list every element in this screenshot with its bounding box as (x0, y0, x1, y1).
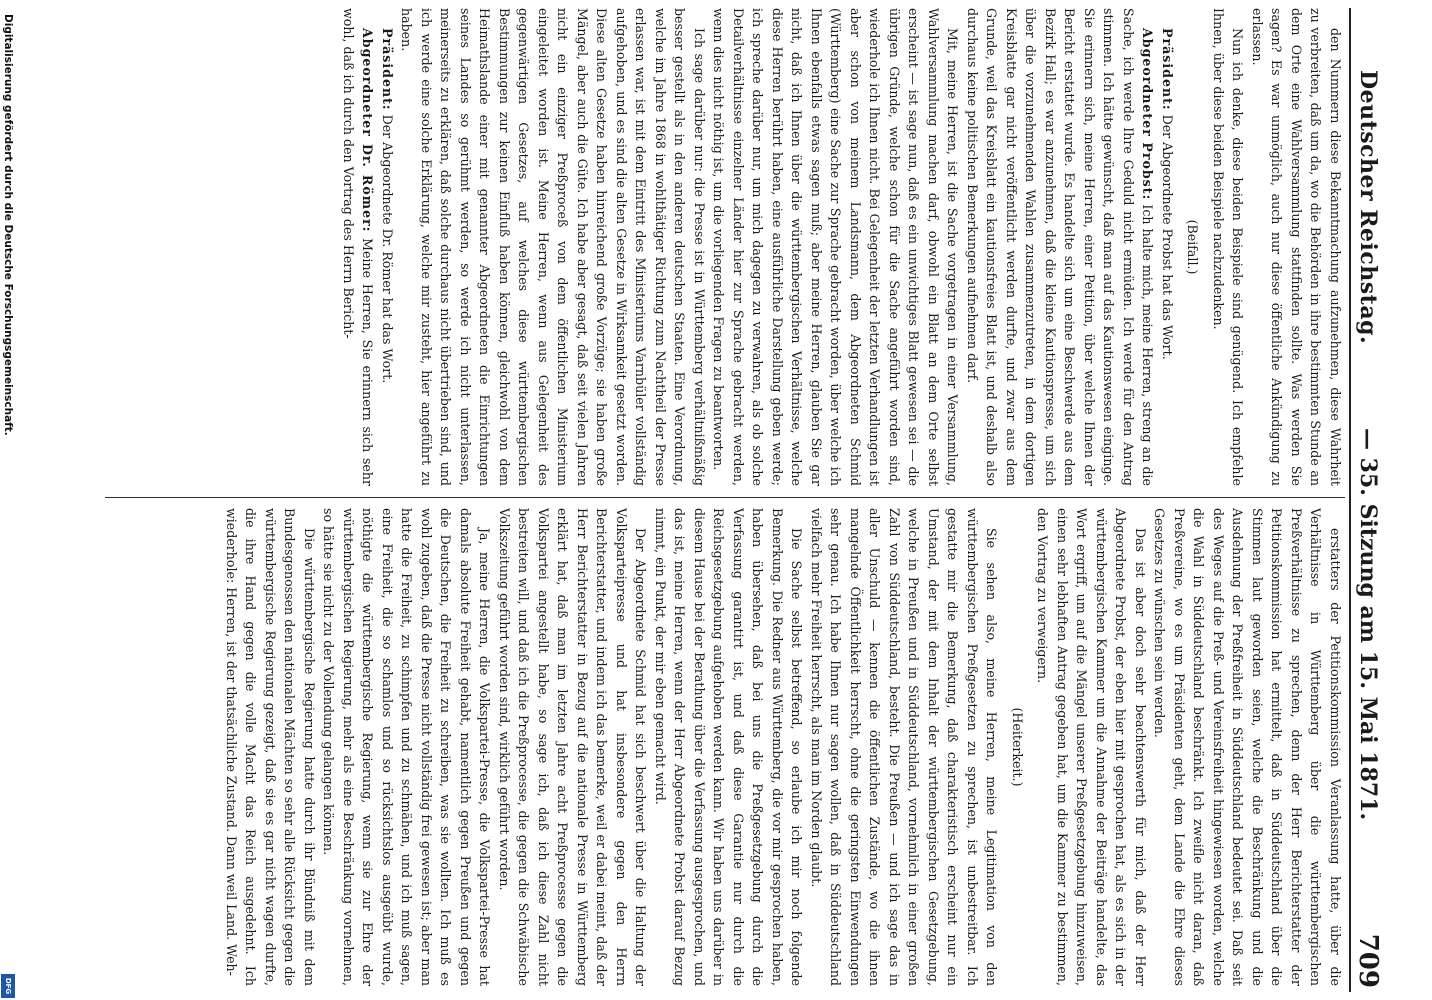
paragraph: erstatters der Petitionskommission Veranlassung hatte, über die Verhältnisse in Württemberg über die württembergischen Preßverhältnisse zu sprechen, denn der Herr Berichterstatter der Petitionskommission hat ermittelt, daß in Süddeutschland über die Stimmen laut geworden seien, welche die Beschränkung und die Ausdehnung der Preßfreiheit in Süddeutschland bedeutet sei. Daß seit des Weges auf die Preß- und Vereinsfreiheit hingewiesen worden, welche die Wahl in Süddeutschland beschränkt. Ich zweifle nicht daran, daß Preßvereine, wo es um Präsidenten geht, dem Lande die Ehre dieses Gesetzes zu wünschen sein werden. (1152, 508, 1343, 986)
paragraph: den Nummern diese Bekanntmachung aufzunehmen, diese Wahrheit zu verbreiten, daß um da, wo die Behörden in ihre bestimmten Stunde an dem Orte eine Wahlversammlung stattfinden sollte. Was werden Sie sagen? Es war unmöglich, auch nur diese öffentliche Ankündigung zu erlassen. (1250, 8, 1343, 486)
paragraph: Nun ich denke, diese beiden Beispiele sind genügend. Ich empfehle Ihnen, über diese beiden Beispiele nachzudenken. (1211, 8, 1246, 486)
header-title: Deutscher Reichstag. (1355, 70, 1381, 345)
header-session: — 35. Sitzung am 15. Mai 1871. (1355, 428, 1381, 821)
paragraph: Sie sehen also, meine Herren, meine Legitimation von den württembergischen Preßgesetzen zu sprechen, ist unbestreitbar. Ich gestatte mir die Bemerkung, daß charakteristisch erscheint nur ein Umstand, der mit dem Inhalt der württembergischen Gesetzgebung, welche in Preußen und in Süddeutschland, vornehmlich in einer großen Zahl von Süddeutschland, besteht. Die Preußen — und ich sage das in aller Unschuld — kennen die öffentlichen Zustände, wo die ihnen mangelnde Öffentlichkeit herrscht, ohne die geringsten Einwendungen sehr genau. Ich habe Ihnen nur sagen wollen, daß in Süddeutschland vielfach mehr Freiheit herrscht, als man im Norden glaubt. (809, 508, 1000, 986)
speech-text: Der Abgeordnete Dr. Römer hat das Wort. (380, 110, 395, 384)
paragraph (378, 8, 398, 486)
rotated-page (55, 8, 1385, 992)
speaker-label: Präsident: (1160, 28, 1175, 111)
funding-notice: Digitalisierung gefördert durch die Deutsche Forschungsgemeinschaft. (2, 14, 14, 436)
page-number: 709 (1353, 933, 1383, 988)
paragraph: Die Sache selbst betreffend, so erlaube ich mir noch folgende Bemerkung. Die Redner aus Württemberg, die vor mir gesprochen haben, haben übersehen, daß bei uns die Preßgesetzgebung durch die Verfassung garantirt ist, und daß diese Garantie nur durch die Reichsgesetzgebung aufgehoben werden kann. Wir haben uns darüber in diesem Hause bei der Berathung über die Verfassung ausgesprochen, und das ist, meine Herren, wenn der Herr Abgeordnete Probst darauf Bezug nimmt, ein Punkt, der mir eben gemacht wird. (653, 508, 805, 986)
column-divider (105, 497, 1345, 498)
speaker-label: Präsident: (380, 28, 395, 111)
footer-strip (0, 0, 16, 1000)
dfg-logo-text: DFG (4, 977, 12, 995)
speaker-label: Abgeordneter Probst: (1140, 28, 1156, 201)
paragraph: Mit, meine Herren, ist die Sache vorgetragen in einer Versammlung, Wahlversammlung machen darf, obwohl ein Blatt an dem Orte selbst erscheint — ist sage nun, daß es ein unwichtiges Blatt gewesen sei — die übrigen Gründe, welche schon für die Sache angeführt worden sind, wiederhole ich Ihnen nicht. Bei Gelegenheit der letzten Verhandlungen ist aber schon von meinem Landsmann, dem Abgeordneten Schmid (Württemberg) eine Sache zur Sprache gebracht worden, über welche ich Ihnen ebenfalls etwas sagen muß; aber meine Herren, glauben Sie gar nicht, daß ich Ihnen über die württembergischen Verhältnisse, welche diese Herren berührt haben, eine ausführliche Darstellung geben werde; ich spreche darüber nur, um mich dagegen zu verwahren, als ob solche Detailverhältnisse einzelner Länder hier zur Sprache gebracht werden, wenn dies nicht nöthig ist, um die vorliegenden Fragen zu beantworten. (711, 8, 961, 486)
applause-note: (Beifall.) (1185, 219, 1201, 275)
paragraph: Ich sage darüber nur: die Presse ist in Württemberg verhältnißmäßig besser gestellt als in den anderen deutschen Staaten. Eine Verordnung, welche im Jahre 1868 in wohlthätiger Richtung zum Nachtheil der Presse erlassen war, ist mit dem Eintritt des Ministeriums Varnbüler vollständig aufgehoben, und es sind die alten Gesetze in Wirksamkeit gesetzt worden. Diese alten Gesetze haben hinreichend große Vorzüge; sie haben große Mängel, aber auch die Güte. Ich habe aber gesagt, daß seit vielen Jahren nicht ein einziger Preßproceß von dem öffentlichen Ministerium eingeleitet worden ist. Meine Herren, wenn aus Gelegenheit des gegenwärtigen Gesetzes, auf welches diese württembergischen Bestimmungen zur keinen Einfluß haben können, gleichwohl von dem Heimathslande einer mit genannter Abgeordneten die Einrichtungen seines Landes so gerühmt werden, so werde ich nicht unterlassen, meinerseits zu erklären, daß solche durchaus nicht übertrieben sind, und ich werde eine solche Erklärung, welche mir zusteht, hier angeführt zu haben. (399, 8, 707, 486)
paragraph: Das ist aber doch sehr beachtenswerth für mich, daß der Herr Abgeordnete Probst, der eben hier mit gesprochen hat, als es sich in der württembergischen Kammer um die Annahme der Beiträge handelte, das Wort ergriff, um auf die Mängel unserer Preßgesetzgebung hinzuweisen, einen sehr lebhaften Antrag gegeben hat, um die Kammer zu bestimmen, den Vortrag zu verweigern. (1035, 508, 1148, 986)
paragraph (339, 8, 378, 486)
paragraph (963, 8, 1158, 486)
paragraph: Die württembergische Regierung hatte durch ihr Bündniß mit dem Bundesgenossen den nationalen Mächten so sehr alle Rücksicht gegen die württembergische Regierung gezeigt, daß sie es gar nicht wagen durfte, die ihre Hand gegen die volle Macht das Reich ausgedehnt. Ich wiederhole: Herren, ist der thatsächliche Zustand. Dann weil Land. Weh- (224, 508, 317, 986)
text-column-left (110, 8, 1345, 486)
dfg-logo (1, 974, 15, 998)
speaker-label: Abgeordneter Dr. Römer: (360, 28, 376, 233)
laughter-note: (Heiterkeit.) (1010, 707, 1025, 787)
speech-text: Der Abgeordnete Probst hat das Wort. (1160, 110, 1175, 360)
paragraph (1158, 8, 1178, 486)
speech-text: Ich halte mich, meine Herren, streng an die Sache, ich werde Ihre Geduld nicht ermüden. Ich werde für den Antrag stimmen. Ich hätte gewünscht, daß man auf das Kautionswesen einginge. Sie erinnern sich, meine Herren, einer Petition, über welche Ihnen der Bericht erstattet wurde. Es handelte sich um eine Beschwerde aus dem Bezirk Hall; es war anzunehmen, daß die kleine Kautionspresse, um sich über die vorzunehmenden Wahlen zusammenzutreten, in dem dortigen Kreisblatte gar nicht veröffentlicht werden durfte, und zwar aus dem Grunde, weil das Kreisblatt ein kautionsfreies Blatt ist, und deshalb also durchaus keine politischen Bemerkungen aufnehmen darf. (965, 8, 1156, 486)
paragraph: Ja, meine Herren, die Volkspartei-Presse, die Volkspartei-Presse hat damals absolute Freiheit gehabt, namentlich gegen Preußen und gegen die Deutschen, die Freiheit zu schreiben, was sie wollten. Ich muß es wohl zugeben, daß die Presse nicht vollständig frei gewesen ist; aber man hatte die Freiheit, zu schimpfen und zu schmähen, und ich muß sagen, eine Freiheit, die so schamlos und so rücksichtslos ausgeübt wurde, nöthigte die württembergische Regierung, wenn sie zur Ehre der württembergischen Regierung, mehr als eine Beschränkung vornehmen, so hätte sie nicht zu der Vollendung gelangen können. (321, 508, 493, 986)
speech-text: Meine Herren, Sie erinnern sich sehr wohl, daß ich durch den Vortrag des Herrn Bericht- (341, 8, 376, 486)
page-header (1349, 8, 1385, 992)
text-column-right (110, 508, 1345, 986)
paragraph: Der Abgeordnete Schmid hat sich beschwert über die Haltung der Volksparteipresse und hat insbesondere gegen den Herrn Berichterstatter, und indem ich das bemerke, weil er dabei meint, daß der Herr Berichterstatter in Bezug auf die nationale Presse in Württemberg erklärt hat, daß man im letzten Jahre acht Preßprocesse gegen die Volkspartei angestellt habe, so sage ich, daß ich diese Zahl nicht bestreiten will, und daß ich die Preßprocesse, die gegen die Schwäbische Volkszeitung geführt worden sind, wirklich geführt worden. (497, 508, 649, 986)
